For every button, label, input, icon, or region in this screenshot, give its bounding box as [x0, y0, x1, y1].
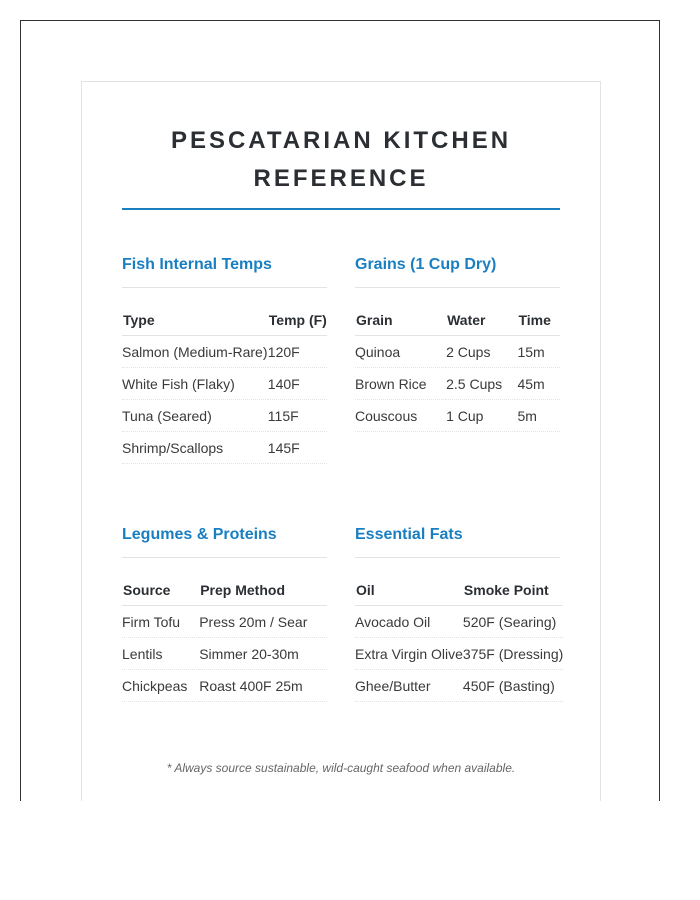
table-cell: Roast 400F 25m [199, 670, 327, 702]
table-cell: Brown Rice [355, 368, 446, 400]
title-divider [122, 208, 560, 210]
table-cell: Firm Tofu [122, 606, 199, 638]
section-grains [355, 254, 560, 432]
table-cell: 2 Cups [446, 336, 517, 368]
column-header: Source [122, 574, 199, 606]
table-cell: 145F [268, 432, 327, 464]
table-cell: 120F [268, 336, 327, 368]
footnote: * Always source sustainable, wild-caught seafood when available. [166, 761, 516, 775]
table-header-row [122, 304, 327, 336]
legumes-table [122, 574, 327, 702]
column-header: Smoke Point [463, 574, 563, 606]
fats-table [355, 574, 563, 702]
table-header-row [122, 574, 327, 606]
table-row [355, 336, 560, 368]
table-cell: Simmer 20-30m [199, 638, 327, 670]
table-row [122, 336, 327, 368]
section-heading: Legumes & Proteins [122, 524, 327, 558]
column-header: Type [122, 304, 268, 336]
table-cell: 140F [268, 368, 327, 400]
section-heading: Fish Internal Temps [122, 254, 327, 288]
table-header-row [355, 304, 560, 336]
column-header: Time [517, 304, 560, 336]
section-heading: Grains (1 Cup Dry) [355, 254, 560, 288]
table-row [355, 400, 560, 432]
table-cell: 5m [517, 400, 560, 432]
table-cell: Chickpeas [122, 670, 199, 702]
table-cell: Lentils [122, 638, 199, 670]
table-row [122, 400, 327, 432]
section-heading: Essential Fats [355, 524, 560, 558]
column-header: Oil [355, 574, 463, 606]
table-cell: 450F (Basting) [463, 670, 563, 702]
table-cell: Avocado Oil [355, 606, 463, 638]
table-cell: 2.5 Cups [446, 368, 517, 400]
table-row [355, 638, 563, 670]
section-fish-temps [122, 254, 327, 464]
table-cell: 115F [268, 400, 327, 432]
table-row [122, 432, 327, 464]
column-header: Prep Method [199, 574, 327, 606]
grains-table [355, 304, 560, 432]
table-row [122, 606, 327, 638]
table-row [122, 670, 327, 702]
column-header: Water [446, 304, 517, 336]
table-cell: Extra Virgin Olive [355, 638, 463, 670]
table-cell: 1 Cup [446, 400, 517, 432]
table-row [355, 368, 560, 400]
page-title: PESCATARIAN KITCHEN REFERENCE [170, 127, 512, 192]
table-header-row [355, 574, 563, 606]
table-cell: Tuna (Seared) [122, 400, 268, 432]
table-row [355, 606, 563, 638]
section-legumes [122, 524, 327, 702]
table-cell: Press 20m / Sear [199, 606, 327, 638]
table-cell: Salmon (Medium-Rare) [122, 336, 268, 368]
table-cell: 45m [517, 368, 560, 400]
column-header: Temp (F) [268, 304, 327, 336]
table-cell: 15m [517, 336, 560, 368]
section-fats [355, 524, 564, 702]
table-cell: Shrimp/Scallops [122, 432, 268, 464]
table-cell: Ghee/Butter [355, 670, 463, 702]
table-cell: Couscous [355, 400, 446, 432]
table-row [122, 368, 327, 400]
table-cell: White Fish (Flaky) [122, 368, 268, 400]
table-cell: 520F (Searing) [463, 606, 563, 638]
fish-temps-table [122, 304, 327, 464]
table-row [355, 670, 563, 702]
table-row [122, 638, 327, 670]
table-cell: Quinoa [355, 336, 446, 368]
table-cell: 375F (Dressing) [463, 638, 563, 670]
column-header: Grain [355, 304, 446, 336]
